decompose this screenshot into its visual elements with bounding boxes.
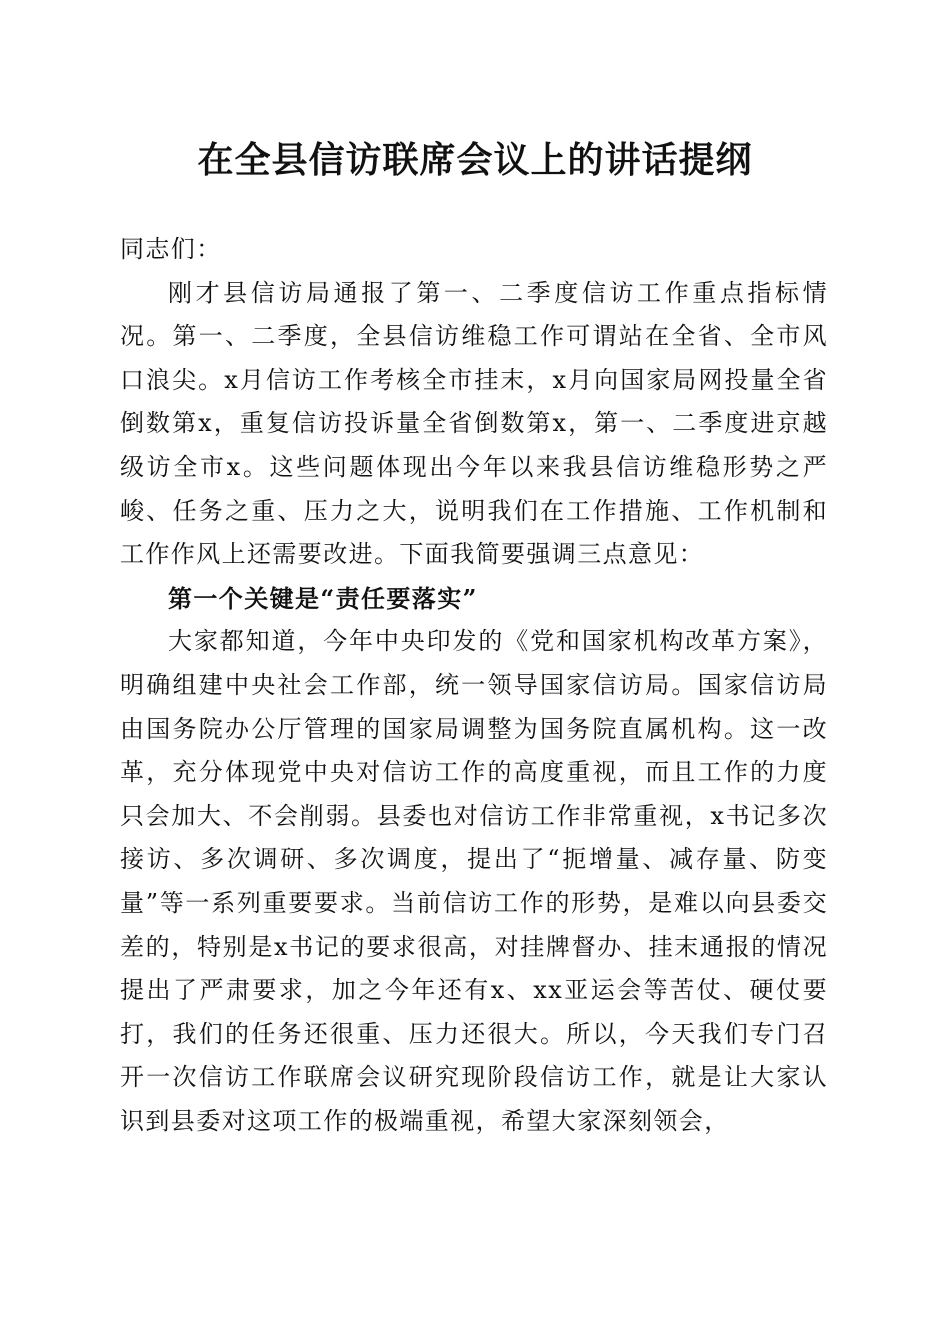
- document-body: [120, 228, 828, 1143]
- section-heading: 第一个关键是“责任要落实”: [168, 583, 478, 613]
- document-title: 在全县信访联席会议上的讲话提纲: [197, 139, 753, 181]
- salutation: 同志们：: [120, 235, 222, 263]
- paragraph-intro: 刚才县信访局通报了第一、二季度信访工作重点指标情况。第一、二季度，全县信访维稳工作可谓站在全省、全市风口浪尖。x月信访工作考核全市挂末，x月向国家局网投量全省倒数第x，重复信访投诉量全省倒数第x，第一、二季度进京越级访全市x。这些问题体现出今年以来我县信访维稳形势之严峻、任务之重、压力之大，说明我们在工作措施、工作机制和工作作风上还需要改进。下面我简要强调三点意见：: [120, 278, 828, 569]
- paragraph-body: 大家都知道，今年中央印发的《党和国家机构改革方案》，明确组建中央社会工作部，统一领导国家信访局。国家信访局由国务院办公厅管理的国家局调整为国务院直属机构。这一改革，充分体现党中央对信访工作的高度重视，而且工作的力度只会加大、不会削弱。县委也对信访工作非常重视，x书记多次接访、多次调研、多次调度，提出了“扼增量、减存量、防变量”等一系列重要要求。当前信访工作的形势，是难以向县委交差的，特别是x书记的要求很高，对挂牌督办、挂末通报的情况提出了严肃要求，加之今年还有x、xx亚运会等苦仗、硬仗要打，我们的任务还很重、压力还很大。所以，今天我们专门召开一次信访工作联席会议研究现阶段信访工作，就是让大家认识到县委对这项工作的极端重视，希望大家深刻领会，: [120, 627, 828, 1135]
